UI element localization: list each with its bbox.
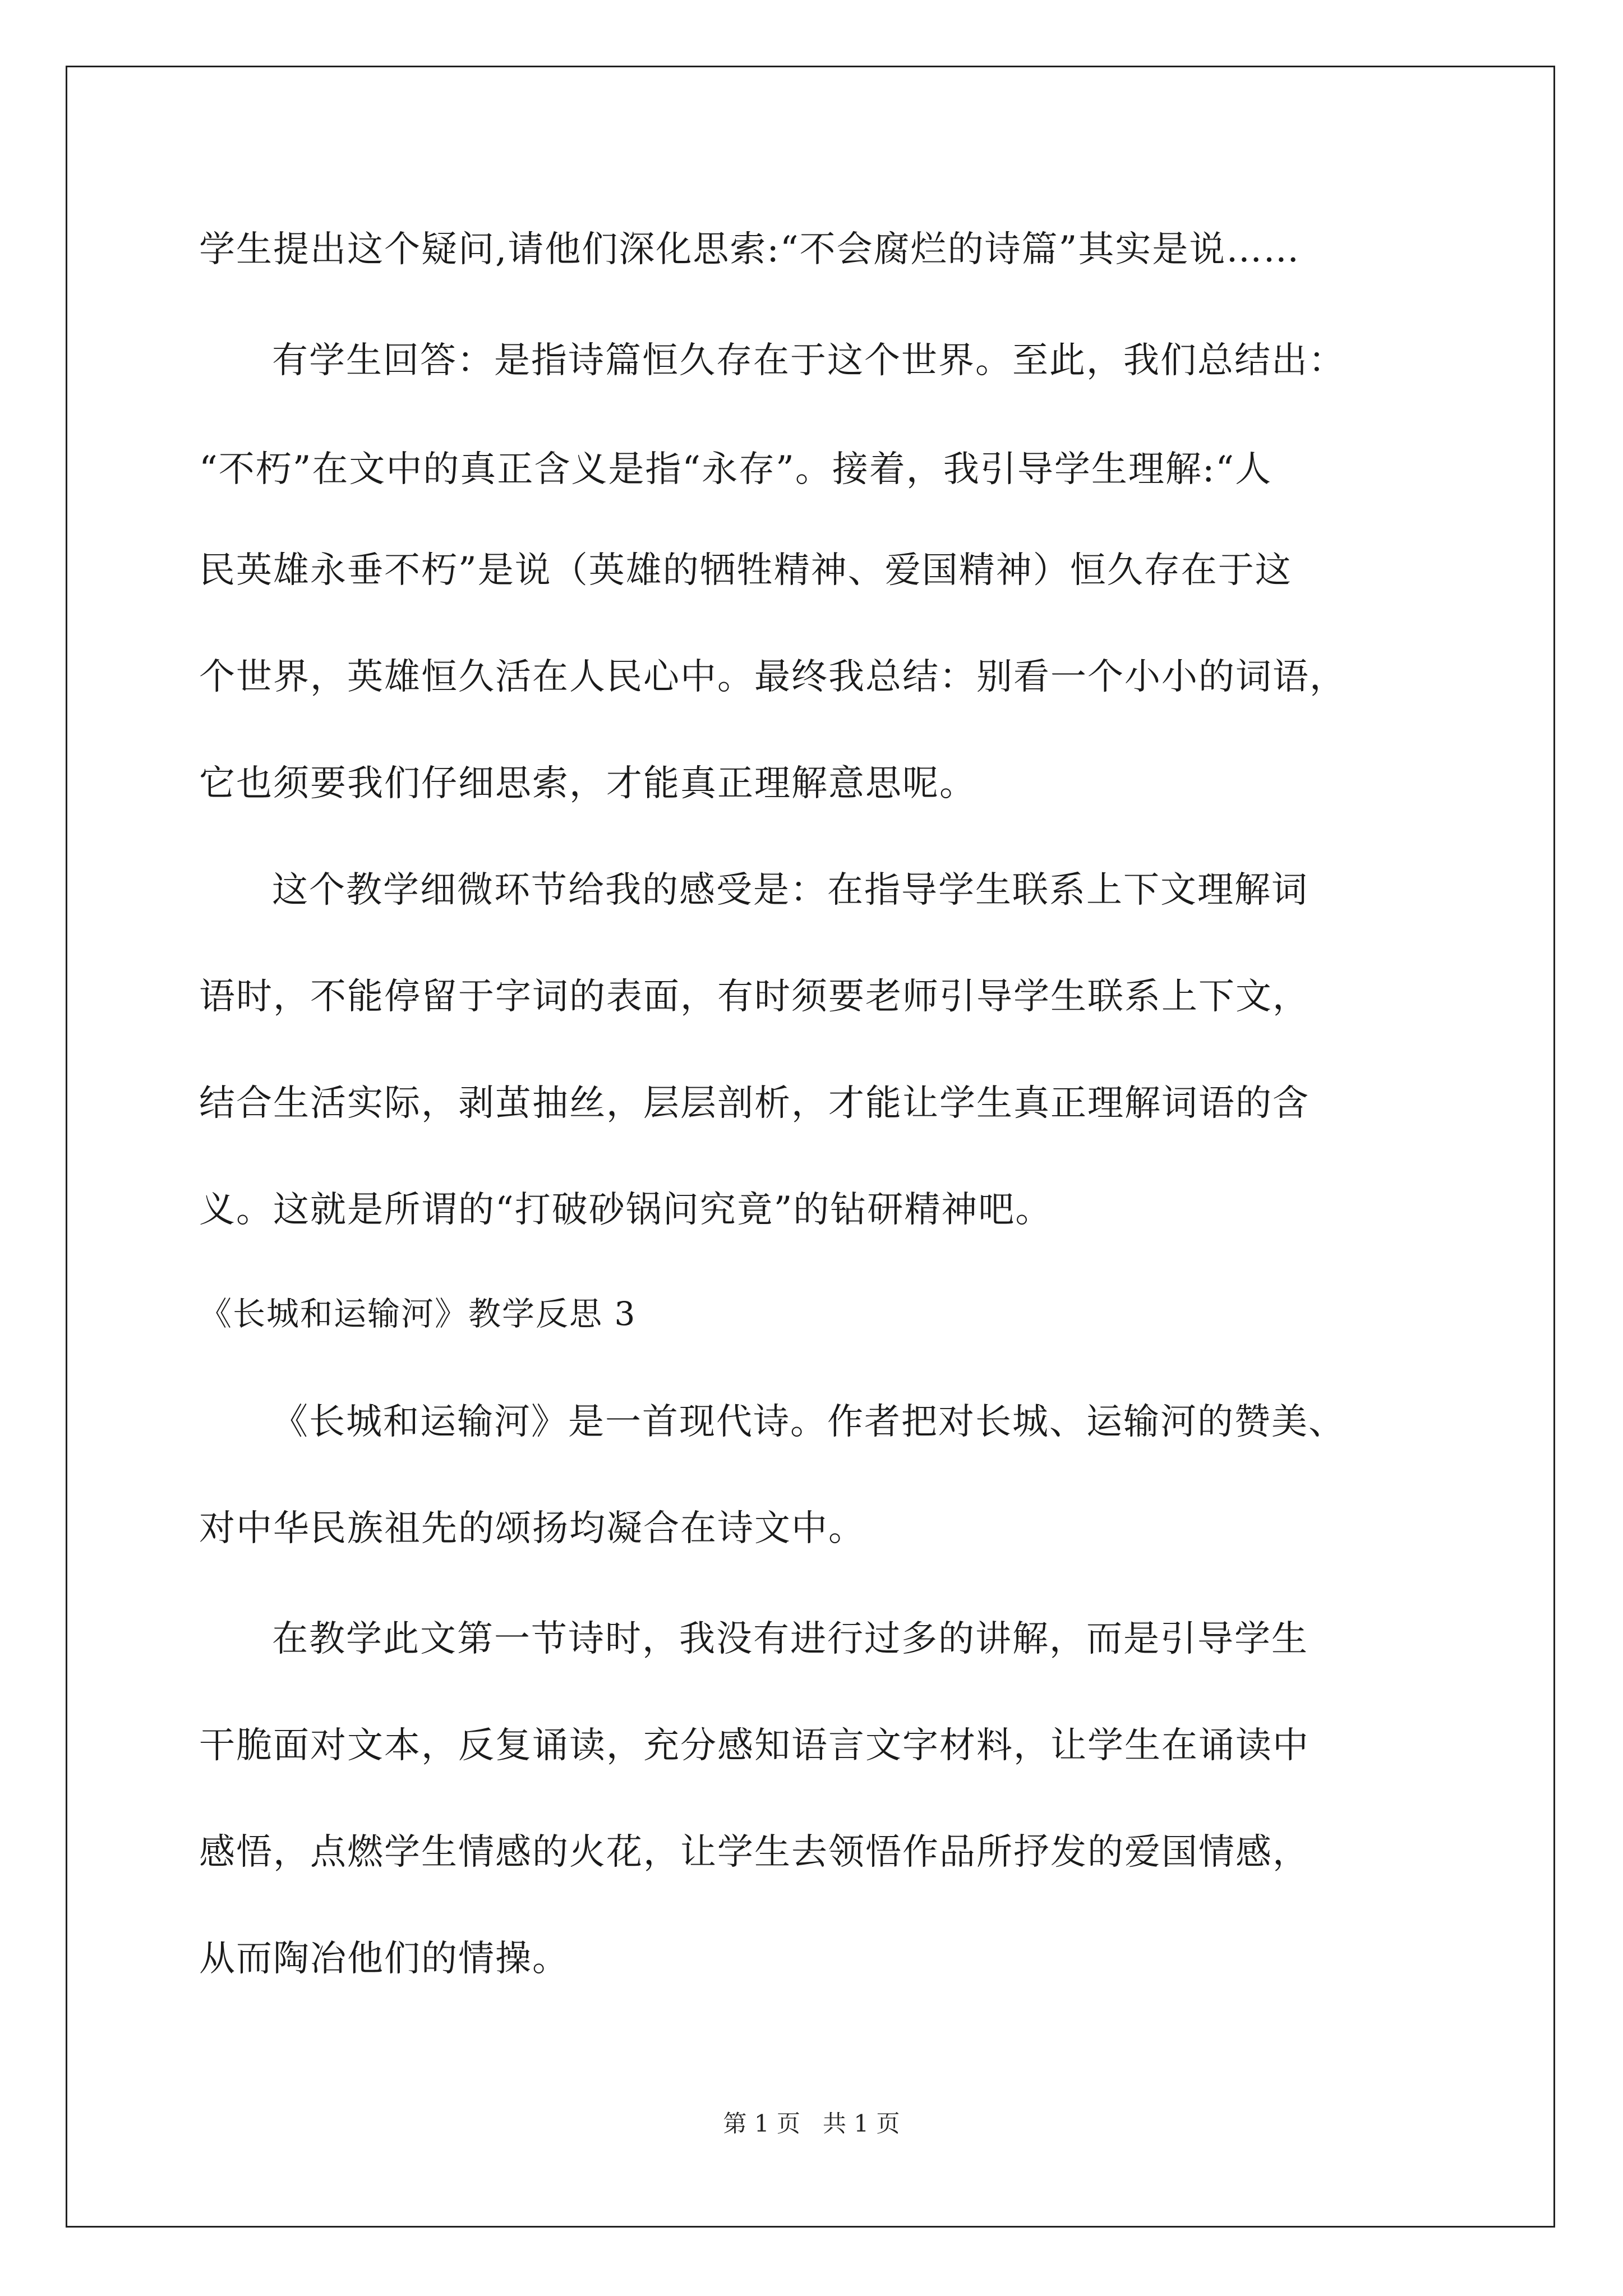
body-line-1: 学生提出这个疑问,请他们深化思索:“不会腐烂的诗篇”其实是说…… (199, 229, 1301, 270)
body-line-2: 有学生回答：是指诗篇恒久存在于这个世界。至此，我们总结出： (272, 340, 1345, 381)
body-line-4: 民英雄永垂不朽”是说（英雄的牺牲精神、爱国精神）恒久存在于这 (199, 550, 1292, 591)
body-line-17: 从而陶冶他们的情操。 (199, 1938, 569, 1980)
page-number-footer: 第 1 页 共 1 页 (723, 2110, 900, 2137)
body-line-16: 感悟，点燃学生情感的火花，让学生去领悟作品所抒发的爱国情感， (199, 1832, 1310, 1873)
body-line-7: 这个教学细微环节给我的感受是：在指导学生联系上下文理解词 (272, 869, 1308, 911)
page-border (66, 66, 1555, 2228)
body-line-15: 干脆面对文本，反复诵读，充分感知语言文字材料，让学生在诵读中 (199, 1725, 1310, 1766)
body-line-14: 在教学此文第一节诗时，我没有进行过多的讲解，而是引导学生 (272, 1618, 1308, 1660)
body-line-6: 它也须要我们仔细思索，才能真正理解意思呢。 (199, 763, 976, 804)
body-line-9: 结合生活实际，剥茧抽丝，层层剖析，才能让学生真正理解词语的含 (199, 1083, 1310, 1124)
body-line-5: 个世界，英雄恒久活在人民心中。最终我总结：别看一个小小的词语， (199, 656, 1347, 698)
body-line-3: “不朽”在文中的真正含义是指“永存”。接着，我引导学生理解:“人 (199, 449, 1272, 490)
section-heading: 《长城和运输河》教学反思 3 (199, 1295, 637, 1333)
body-line-13: 对中华民族祖先的颂扬均凝合在诗文中。 (199, 1508, 865, 1549)
body-line-8: 语时，不能停留于字词的表面，有时须要老师引导学生联系上下文， (199, 976, 1310, 1018)
body-line-12: 《长城和运输河》是一首现代诗。作者把对长城、运输河的赞美、 (272, 1401, 1345, 1443)
body-line-10: 义。这就是所谓的“打破砂锅问究竟”的钻研精神吧。 (199, 1189, 1053, 1231)
